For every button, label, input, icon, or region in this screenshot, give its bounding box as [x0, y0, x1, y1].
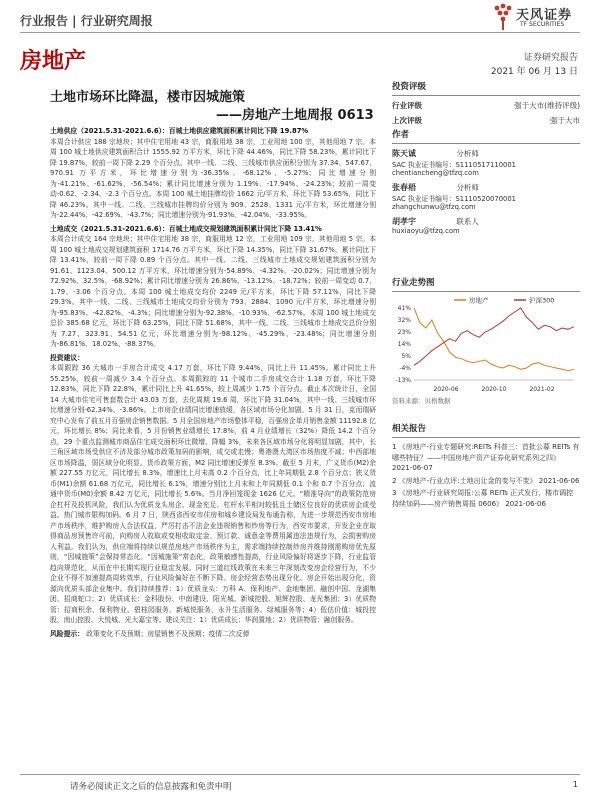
analyst-name: 张春梧 [392, 183, 416, 192]
section-heading: 土地供应（2021.5.31-2021.6.6）：百城土地供应建筑面积累计同比下降 19.87% [50, 127, 309, 135]
report-body [50, 126, 376, 642]
author-panel [392, 128, 580, 235]
y-tick-label: -13% [395, 377, 411, 384]
legend-label: 沪深300 [529, 296, 555, 305]
y-tick-label: 23% [397, 329, 411, 336]
rating-heading: 投资评级 [392, 82, 427, 92]
analyst-email[interactable]: chentiancheng@tfzq.com [392, 169, 479, 177]
logo-text-cn: 天风证券 [516, 8, 573, 23]
y-tick-label: -4% [399, 365, 411, 372]
industry-rating-row [392, 100, 580, 111]
y-tick-label: 14% [397, 341, 411, 348]
logo-mark-icon [492, 2, 514, 32]
logo-text-en: TF SECURITIES [520, 21, 565, 28]
section-text: 本周合计供应 188 宗地块；其中住宅用地 43 宗，商服用地 38 宗，工业用地 100 宗，其他用地 7 宗。本周 100 城土地供应建筑面积合计 1555.92 万平方米，环比下降 44.46%，同比下降 58.23%，累计同比下降 19.87%，较前一周下降 2.29 个百分点。其中一线、二线、三线城市供应面积分别为 37.34、547.67、970.91 万平方米，环比增速分别为-36.35%、-68.12%、-5.27%；同比增速分别为-41.21%、-61.62%、-56.54%；累计同比增速分别为 1.19%、-17.94%、-24.23%；较前一周变动-0.62、-2.34、-2.3 个百分点。本周 100 城土地挂牌均价 1662 元/平方米，环比下降 53.65%，同比下降 46.23%。其中一线、二线、三线城市挂牌均价分别为 909、2528、1331 元/平方米，环比增速分别为-22.44%、-42.69%、-43.7%；同比增速分别为-91.93%、-42.04%、-33.95%。 [50, 137, 376, 219]
section-investment [50, 353, 376, 626]
footer-divider [20, 774, 580, 775]
section-text: 本周合计成交 164 宗地块；其中住宅用地 38 宗，商服用地 12 宗，工业用地 109 宗，其他用地 5 宗。本周 100 城土地成交规划建筑面积 1714.76 万平方米，环比下降 14.35%，同比下降 31.67%，累计同比下降 13.41%，较前一周下降 0.89 个百分点。其中一线、二线、三线城市土地成交规划建筑面积分别为 91.61、1123.04、500.12 万平方米，环比增速分别为-54.89%、-4.32%、-20.02%；同比增速分别为 72.92%、32.5%、-68.92%；累计同比增速分别为 26.86%、-13.12%、-18.72%；较前一周变动 0.7、1.79、-3.06 个百分点。本周 100 城土地成交均价 2249 元/平方米，环比下降 57.11%，同比下降 29.3%。其中一线、二线、三线城市土地成交均价分别为 793、2884、1090 元/平方米，环比增速分别为-95.83%、-42.82%、-4.3%；同比增速分别为-92.38%、-10.93%、-62.57%。本周 100 城土地成交总价 385.68 亿元，环比下降 63.25%，同比下降 51.68%，其中一线、二线、三线城市土地成交总价分别为 7.27、323.91、54.51 亿元，环比增速分别为-98.12%、-45.29%、-23.48%；同比增速分别为-86.81%、18.02%、-88.37%。 [50, 235, 376, 348]
trend-chart [392, 294, 580, 394]
analyst-cert: SAC 执业证书编号：S1110517110001 [392, 161, 516, 169]
divider [392, 291, 580, 292]
analyst-name: 胡孝宇 [392, 217, 416, 226]
industry-rating-label: 行业评级 [392, 101, 422, 110]
related-heading: 相关报告 [392, 424, 427, 434]
divider [392, 437, 580, 438]
report-date: 2021 年 06 月 13 日 [490, 67, 578, 77]
analyst-email[interactable]: huxiaoyu@tfzq.com [392, 227, 460, 235]
divider [392, 95, 580, 96]
report-type: 证券研究报告 [523, 53, 578, 63]
related-report-link[interactable]: 2 《房地产-行业点评:土地出让金的变与不变》 2021-06-06 [392, 476, 580, 485]
x-tick-label: 2020-06 [433, 386, 459, 393]
chart-source-note: 资料来源：贝格数据 [392, 397, 451, 405]
analyst-card [392, 216, 580, 235]
section-transaction [50, 224, 376, 350]
analyst-cert: SAC 执业证书编号：S1110520070001 [392, 195, 516, 203]
trend-chart-panel [392, 276, 580, 405]
company-logo [492, 2, 592, 34]
analyst-email[interactable]: zhangchunwu@tfzq.com [392, 203, 476, 211]
related-reports-panel [392, 422, 580, 511]
trend-heading: 行业走势图 [392, 278, 435, 288]
section-heading: 土地成交（2021.5.31-2021.6.6）：百城土地成交规划建筑面积累计同比下降 13.41% [50, 224, 322, 233]
series-line [414, 308, 574, 371]
related-report-link[interactable]: 1 《房地产-行业专题研究:REITs 科普三：首批公募 REITs 有哪些特征？——中国房地产资产证券化研究系列之四》 2021-06-07 [392, 443, 580, 472]
analyst-role: 分析师 [456, 149, 479, 158]
footer-disclaimer: 请务必阅读正文之后的信息披露和免责申明 [70, 782, 232, 792]
industry-rating-value: 强于大市(维持评级) [514, 101, 580, 110]
section-heading: 投资建议： [50, 353, 84, 362]
sector-title: 房地产 [20, 49, 87, 74]
prev-rating-row [392, 115, 580, 126]
related-report-link[interactable]: 3 《房地产-行业研究周报:公募 REITs 正式发行，楼市调控持续加码——房产销售周报 0606》 2021-06-06 [392, 489, 574, 508]
analyst-card [392, 148, 580, 177]
y-tick-label: 32% [397, 317, 411, 324]
section-supply [50, 126, 376, 221]
report-title-line-2: ——房地产土地周报 0613 [216, 108, 374, 123]
section-text: 政策变化不及预期；房屋销售不及预期；疫情二次反弹 [86, 629, 250, 638]
legend-label: 房地产 [469, 296, 489, 305]
y-tick-label: 5% [401, 353, 411, 360]
author-heading: 作者 [392, 130, 410, 140]
section-heading: 风险提示： [50, 629, 84, 638]
analyst-card [392, 182, 580, 211]
prev-rating-value: 强于大市 [550, 116, 580, 125]
y-tick-label: 41% [397, 305, 411, 312]
section-text: 本周跟踪 36 大城市一手房合计成交 4.17 万套，环比下降 9.44%，同比上升 11.45%。累计同比上升 55.25%，较前一周减少 3.4 个百分点。本周跟踪的 11 个城市二手房成交合计 1.18 万套，环比下降 12.83%，同比下降 22.8%，累计同比上升 41.65%，较上周减少 1.75 个百分点。截止本次统计日，全国 14 大城市住宅可售套数合计 43.03 万套，去化周期 19.6 周，环比下降 31.04%，其中一线、三线城市环比增速分别-62.34%、-3.86%。上市房企业绩同比增速放缓，各区域市场分化加剧。5 月 31 日，克而瑞研究中心发布了前五月百强房企销售数据。5 月全国房地产市场整体平稳，百强房企单月销售金额 11192.8 亿元，环比增长 8%；同比来看，5 月份销售业绩增长 17.8%，前 4 月业绩增长（32%）降低 14.2 个百分点，29 个重点监测城市商品住宅成交面积环比微增、降幅 3%，未来各区域市场分化将明显加剧，其中，长三角区域市场受供应不济及部分城市政策加码的影响，成交或走慢；粤港澳大湾区市场热度不减；中西部地区市场降温，弱区域分化明显。货币政策方面，M2 同比增速反弹至 8.3%。截至 5 月末，广义货币(M2)余额 227.55 万亿元，同比增长 8.3%，增速比上月末高 0.2 个百分点，比上年同期低 2.8 个百分点；狭义货币(M1)余额 61.68 万亿元，同比增长 6.1%，增速分别比上月末和上年同期低 0.1 个和 0.7 个百分点；流通中货币(M0)余额 8.42 万亿元，同比增长 5.6%。当月净回笼现金 1626 亿元。“精准导向”的政策防范房企杠杆及投机风险，我们认为优质龙头房企、现金充足、杠杆水平相对较低且土储区位良好的优质房企或受益。热门城市限购加码。6 月 7 日，陕西省西安市住房和城乡建设局发布通告称，为进一步规范西安市房地产市场秩序，维护购房人合法权益，严厉打击不法企业违规销售和炒房等行为，西安市要求，开发企业在取得商品房预售许可前，向购房人收取或变相收取定金、预订款、诚意金等费用属违法违规行为，会损害购房人利益。我们认为，供应端将持续以规范房地产市场秩序为主，需求端持续控制炒房并维持刚需购房优先原则，“因城施策”会保持常态化。“因城施策”常态化，政策敏感性提高，行业风险偏好将逐步下降，行业监管趋向规范化，从而在中长期实现行业稳定发展。同时三道红线政策在未来三年深刻改变房企经营行为，不少企业不得不加速提高周转效率，行业风险偏好在不断下降。房企经营态势出现分化、房企开始出现分化，资源向优质头部企业集中。我们持续推荐：1）优质龙头：万科 A、保利地产、金地集团、融创中国、龙湖集团、招商蛇口；2）优质成长：金科股份、中南建设、阳光城、新城控股、旭辉控股、龙光集团；3）优质物管：招商积余、保利物业、碧桂园服务、新城悦服务、永升生活服务、绿城服务等；4）低估价值：城投控股、南山控股、大悦城、光大嘉宝等。建议关注：1）优质成长：华润置地；2）优质物管：融创服务。 [50, 364, 376, 624]
x-tick-label: 2020-10 [481, 386, 507, 393]
analyst-name: 陈天诚 [392, 149, 416, 158]
report-title-line-1: 土地市场环比降温，楼市因城施策 [50, 90, 246, 105]
divider [392, 143, 580, 144]
analyst-role: 联系人 [456, 217, 479, 226]
series-line [414, 308, 574, 365]
page-number: 1 [572, 780, 578, 789]
header-title: 行业报告 | 行业研究周报 [20, 14, 153, 28]
x-tick-label: 2021-02 [529, 386, 555, 393]
section-risk [50, 629, 376, 640]
prev-rating-label: 上次评级 [392, 116, 422, 125]
analyst-role: 分析师 [456, 183, 479, 192]
rating-panel [392, 80, 580, 126]
